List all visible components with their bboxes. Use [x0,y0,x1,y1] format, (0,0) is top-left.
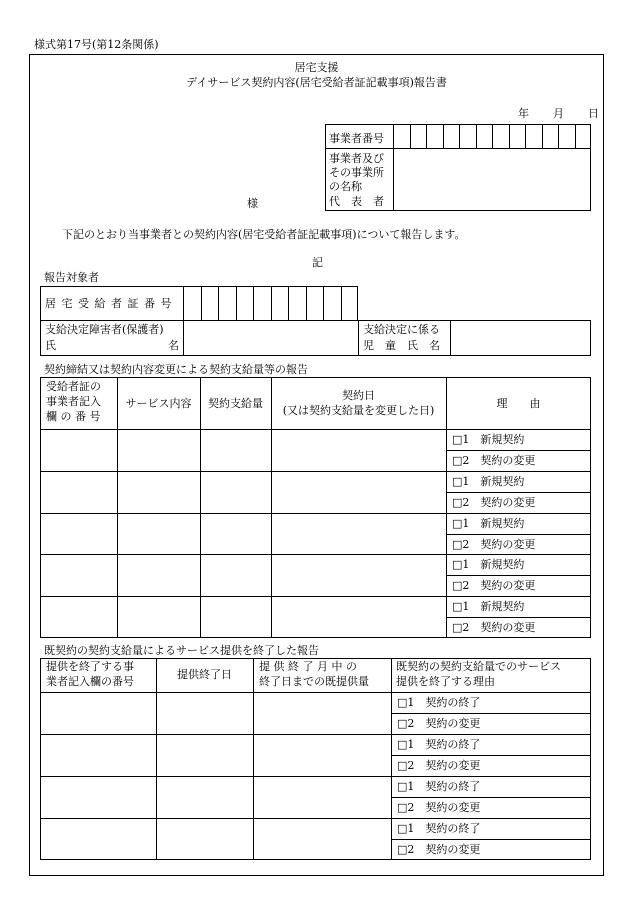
table-row [40,513,591,514]
table2-heading: 既契約の契約支給量によるサービス提供を終了した報告 [44,644,319,657]
provider-number-label: 事業者番号 [329,132,384,145]
table-row [40,554,591,555]
reason-end-contract-option[interactable]: □1 契約の終了 [397,822,481,835]
reason-end-contract-option[interactable]: □1 契約の終了 [397,738,481,751]
reason-change-contract-option[interactable]: □2 契約の変更 [452,453,536,467]
intro-text: 下記のとおり当事業者との契約内容(居宅受給者証記載事項)について報告します。 [62,228,466,241]
table1-col1-line2: 事業者記入 [46,395,101,408]
table1-col4-line2: (又は契約支給量を変更した日) [282,404,435,417]
table1-col4-line1: 契約日 [342,389,375,402]
table2-col4-line2: 提供を終了する理由 [396,675,495,688]
title-line-1: 居宅支援 [294,61,339,74]
reason-change-contract-option[interactable]: □2 契約の変更 [452,579,536,593]
reason-new-contract-option[interactable]: □1 新規契約 [452,433,525,446]
addressee-suffix: 様 [247,197,258,210]
reason-end-contract-option[interactable]: □1 契約の終了 [397,780,481,793]
table1-col1-line1: 受給者証の [46,380,101,393]
table1-col2-header: サービス内容 [125,397,192,410]
reason-change-contract-option[interactable]: □2 契約の変更 [397,843,481,856]
provider-name-label-2: その事業所 [329,166,384,179]
title-line-2: デイサービス契約内容(居宅受給者証記載事項)報告書 [186,76,447,89]
child-label-1: 支給決定に係る [363,323,440,336]
table-row [40,776,591,777]
date-month: 月 [553,107,564,120]
reason-change-contract-option[interactable]: □2 契約の変更 [452,495,536,509]
form-code: 様式第17号(第12条関係) [34,38,159,51]
table2-col3-line1: 提 供 終 了 月 中 の [259,660,357,673]
subject-heading: 報告対象者 [44,271,99,284]
reason-change-contract-option[interactable]: □2 契約の変更 [452,537,536,551]
table-row [40,471,591,472]
table2-col1-line1: 提供を終了する事 [46,660,134,673]
table2-col1-line2: 業者記入欄の番号 [46,675,134,688]
child-label-2: 児 童 氏 名 [363,339,440,352]
table2-col3-line2: 終了日までの既提供量 [259,675,369,688]
table1-col1-line3: 欄 の 番 号 [46,410,101,423]
reason-change-contract-option[interactable]: □2 契約の変更 [397,801,481,814]
date-year: 年 [518,107,529,120]
reason-new-contract-option[interactable]: □1 新規契約 [452,474,525,488]
provider-rep-label: 代 表 者 [329,195,384,208]
table2-col2-header: 提供終了日 [177,668,232,681]
ki-mark: 記 [312,256,323,269]
reason-new-contract-option[interactable]: □1 新規契約 [452,558,525,572]
reason-new-contract-option[interactable]: □1 新規契約 [452,516,525,530]
provider-name-label-1: 事業者及び [329,152,384,165]
cert-number-label: 居 宅 受 給 者 証 番 号 [45,297,173,310]
table1-col5-header: 理 由 [496,397,541,410]
reason-change-contract-option[interactable]: □2 契約の変更 [397,759,481,772]
table-row [40,596,591,597]
decided-label-2b: 名 [168,339,179,352]
table1-col3-header: 契約支給量 [208,397,263,410]
reason-end-contract-option[interactable]: □1 契約の終了 [397,696,481,709]
reason-new-contract-option[interactable]: □1 新規契約 [452,600,525,614]
date-day: 日 [588,107,599,120]
table1-heading: 契約締結又は契約内容変更による契約支給量等の報告 [44,363,308,376]
reason-change-contract-option[interactable]: □2 契約の変更 [452,621,536,635]
decided-label-2a: 氏 [45,339,56,352]
reason-change-contract-option[interactable]: □2 契約の変更 [397,717,481,730]
provider-name-label-3: の名称 [329,180,362,193]
table-row [40,818,591,819]
decided-label-1: 支給決定障害者(保護者) [45,323,164,336]
table-row [40,734,591,735]
table2-col4-line1: 既契約の契約支給量でのサービス [396,660,561,673]
